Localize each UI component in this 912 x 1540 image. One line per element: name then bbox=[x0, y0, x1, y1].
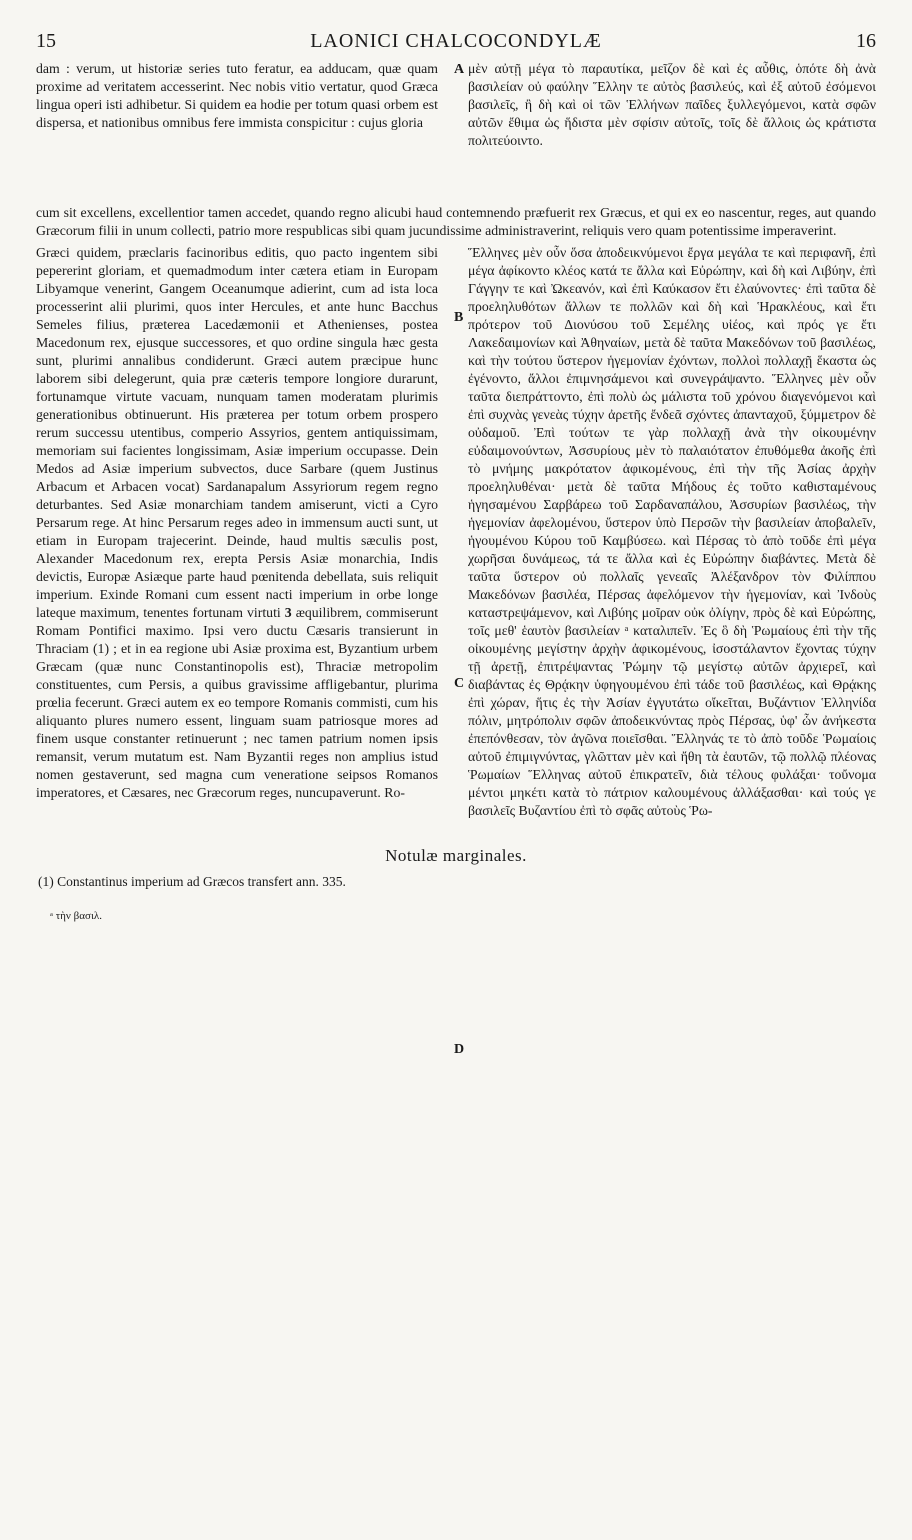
margin-mark-b: B bbox=[454, 310, 464, 325]
signature-mark: 3 bbox=[284, 605, 292, 620]
margin-mark-c: C bbox=[454, 676, 465, 691]
page-number-left: 15 bbox=[36, 30, 56, 52]
marginal-note: (1) Constantinus imperium ad Græcos transfert ann. 335. bbox=[38, 874, 346, 889]
latin-paragraph bbox=[36, 244, 438, 802]
greek-paragraph: Ἕλληνες μὲν οὖν ὅσα ἀποδεικνύμενοι ἔργα μεγάλα τε καὶ περιφανῆ, ἐπὶ μέγα ἀφίκοντο κλέος κατά τε ἄλλα καὶ Εὐρώπην, καὶ δὴ καὶ Λιβύην, ἐπὶ Γάγγην τε καὶ Ὠκεανόν, καὶ ἐπὶ Καύκασον ἔτι ἐλαύνοντες· ἐπὶ ταῦτα δὲ προεληλυθότων ἄλλων τε πολλῶν καὶ δὴ καὶ Ἡρακλέους, καὶ ἔτι πρότερον τοῦ Διονύσου τοῦ Σεμέλης υἱέος, καὶ πρός γε ἔτι Λακεδαιμονίων καὶ Ἀθηναίων, μετὰ δὲ ταῦτα Μακεδόνων τοῦ βασιλέως, καὶ τὴν τούτου ὕστερον ἡγεμονίαν ἐχόντων, πολλοὶ πολλαχῇ ἕκαστα ὡς ἐγένοντο, ἄλλοι ἐπιμνησάμενοι καὶ συνεγράψαντο. Ἕλληνες μὲν οὖν ταῦτα διεπράττοντο, ἐπὶ πολὺ ὡς μάλιστα τοῦ χρόνου διαγενόμενοι καὶ ἐπὶ συχνὰς γενεὰς τύχην ἀρετῆς ἔνδεᾶ σχόντες ἀπανταχοῦ, ξύμμετρον δὲ οὐδαμοῦ. Ἐπὶ τούτων τε γὰρ πολλαχῇ ἀνὰ τὴν οἰκουμένην εὐδαιμονούντων, Ἀσσυρίους μὲν τὸ παλαιότατον ἐπυθόμεθα ἀκοῆς ἐπὶ τὸ μνήμης μακρότατον ἀφικομένους, ἐπὶ τὴν τῆς Ἀσίας ἀρχὴν προεληλυθέναι· μετὰ δὲ ταῦτα Μήδους ἐς τοῦτο καθισταμένους ἡγησαμένου Σαρβάρεω τοῦ Σαρδαναπάλου, Ἀσσυρίων βασιλέως, τὴν ἡγεμονίαν ἀφελομένου, ὕστερον ὑπὸ Περσῶν τὴν βασιλείαν ἀποβαλεῖν, ἡγουμένου Κύρου τοῦ Καμβύσεω. καὶ Πέρσας τὸ ἀπὸ τοῦδε ἐπὶ μέγα χωρῆσαι δυνάμεως, τά τε ἄλλα καὶ ἐς Εὐρώπην διαβάντες. Μετὰ δὲ ταῦτα ὕστερον οὐ πολλαῖς γενεαῖς Ἀλέξανδρον τὸν Φιλίππου Μακεδόνων βασιλέα, Πέρσας ἀφελόμενον τὴν ἡγεμονίαν, καὶ Ἰνδοὺς καταστρεψάμενον, καὶ Λιβύης μοῖραν οὐκ ὀλίγην, πρὸς δὲ καὶ Εὐρώπης, τοῖς μεθ' ἑαυτὸν βασιλείαν ᵃ καταλιπεῖν. Ἐς ὃ δὴ Ῥωμαίους ἐπὶ τὴν τῆς οἰκουμένης μεγίστην ἀρχὴν ἀφικομένους, ἰσοστάλαντον ἔχοντας τύχην τῇ ἀρετῇ, ἐπιτρέψαντας Ῥώμην τῷ μεγίστῳ αὐτῶν ἀρχιερεῖ, καὶ διαβάντας ἐς Θρᾴκην ὑφηγουμένου ἐπὶ τάδε τοῦ βασιλέως, καὶ Θρᾴκης ἐπὶ χώραν, ἥτις ἐς τὴν Ἀσίαν ἐγγυτάτω οἴκεῖται, Βυζάντιον Ἑλληνίδα πόλιν, μητρόπολιν σφῶν ἀποδεικνύντας πρὸς Πέρσας, ὑφ' ὧν ἀνήκεστα ἐπεπόνθεσαν, τὸν ἀγῶνα ποιεῖσθαι. Ἕλληνάς τε τὸ ἀπὸ τοῦδε Ῥωμαίοις αὐτοῦ ἐπιμιγνύντας, γλῶτταν μὲν καὶ ἤθη τὰ ἑαυτῶν, τῷ πολλῷ πλέονας Ῥωμαίων Ἕλληνας αὐτοῦ ἐπικρατεῖν, διὰ τέλους φυλάξαι· τοὔνομα μέντοι μηκέτι κατὰ τὸ πάτριον καλουμένους ἀλλάξασθαι· καὶ τούς γε βασιλεῖς Βυζαντίου ἐπὶ τὸ σφᾶς αὐτοὺς Ῥω- bbox=[468, 245, 876, 818]
footnote: ᵃ τὴν βασιλ. bbox=[50, 910, 102, 922]
top-columns bbox=[36, 60, 876, 204]
full-width-paragraph: cum sit excellens, excellentior tamen accedet, quando regno alicubi haud contemnendo præfuerit rex Græcus, et qui ex eo nascentur, reges, aut quando Græcorum filii in unum collecti, patrio more respublicas sibi quam jucundissime administraverint, reliquis vero quam potentissime imperaverint. bbox=[36, 205, 876, 238]
latin-text-top: dam : verum, ut historiæ series tuto feratur, ea adducam, quæ quam proxime ad veritatem accesserint. Nec nobis vitio vertatur, quod Græca lingua operi isti adhibetur. Si quidem ea hodie per totum quasi orbem est dispersa, et nationibus omnibus fere immista conspicitur : cujus gloria bbox=[36, 61, 438, 130]
greek-text-top: μὲν αὐτῇ μέγα τὸ παραυτίκα, μεῖζον δὲ καὶ ἐς αὖθις, ὁπότε δὴ ἀνὰ βασιλείαν οὐ φαύλην Ἕλλην τε αὐτὸς βασιλεύς, καὶ ἐξ αὐτοῦ ἐσόμενοι βασιλεῖς, ἢ δὴ καὶ οἱ τῶν Ἑλλήνων παῖδες ξυλλεγόμενοι, κατὰ σφῶν αὐτῶν ἔθιμα ὡς ἥδιστα μὲν σφίσιν αὐτοῖς, τοῖς δὲ ἄλλοις ὡς κράτιστα πολιτεύοιντο. bbox=[468, 61, 876, 148]
page-header bbox=[36, 30, 876, 60]
running-title: LAONICI CHALCOCONDYLÆ bbox=[310, 30, 602, 52]
page-number-right: 16 bbox=[855, 30, 876, 52]
notes-title: Notulæ marginales. bbox=[385, 846, 527, 865]
greek-column-main bbox=[454, 240, 876, 820]
latin-text-part-2: æquilibrem, commiserunt Romam Pontifici maximo. Ipsi vero ductu Cæsaris transierunt in Thraciam (1) ; et in ea regione ubi Asiæ proxima est, Byzantium urbem Græcam (quæ nunc Constantinopolis est), Thraciæ metropolim constituentes, cum Persis, a quibus gravissime affligebantur, plurima prœlia fecerunt. Græci autem ex eo tempore Romanis commisti, cum his aliquanto plures numero essent, linguam suam patriosque mores ad finem usque constanter retinuerunt ; nec tamen patrium nomen ipsis remansit, verum mutatum est. Nam Byzantii reges non amplius istud nomen gestaverunt, sed magna cum veneratione seipsos Romanos imperatores, et Cæsares, nec Græcorum reges, nuncupaverunt. Ro- bbox=[36, 605, 439, 800]
latin-text-part-1: Græci quidem, præclaris facinoribus editis, quo pacto ingentem sibi pepererint gloriam, et quemadmodum inter cætera etiam in Europam Libyamque venerint, Gangem Oceanumque adierint, cum ad ista loca processerint alii plurimi, quos inter Hercules, et ante hunc Bacchus Semeles filius, præterea Lacedæmonii et Athenienses, postea Macedonum rex, ejusque successores, et quo ordine singula hæc gesta sunt, plurimi annalibus condiderunt. Græci autem præcipue hunc laborem sibi delegerunt, quia præ cæteris tempore longiore durarunt, fortunamque virtute vacuam, nunquam tamen moderatam plurimis generationibus obtinuerunt. His præterea per totum orbem prospero rerum successu utentibus, comperio Assyrios, gentem antiquissimam, memoriam sui facientes longissimam, Asiæ imperium occupasse. Dein Medos ad Asiæ imperium subvectos, duce Sarbare (quem Justinus Arbacum et Arbacen vocat) Sardanapalum Assyriorum regem regno deturbantes. Sed Asiæ monarchiam tandem amiserunt, victi a Cyro Persarum rege. At hinc Persarum reges adeo in immensum aucti sunt, ut etiam in Europam trajecerint. Deinde, haud multis sæculis post, Alexander Macedonum rex, erepta Persis Asiæ monarchia, Indis devictis, Europæ Asiæque parte haud pœnitenda debellata, suis reliquit imperium. Exinde Romani cum essent nacti imperium in orbe longe lateque maximum, tenentes fortunam virtuti bbox=[36, 245, 438, 620]
margin-mark-a: A bbox=[454, 62, 465, 77]
full-width-text bbox=[36, 204, 876, 240]
greek-column-top bbox=[454, 60, 876, 204]
latin-column-main bbox=[36, 240, 454, 820]
margin-mark-d: D bbox=[454, 1042, 465, 1057]
latin-column-top bbox=[36, 60, 454, 204]
